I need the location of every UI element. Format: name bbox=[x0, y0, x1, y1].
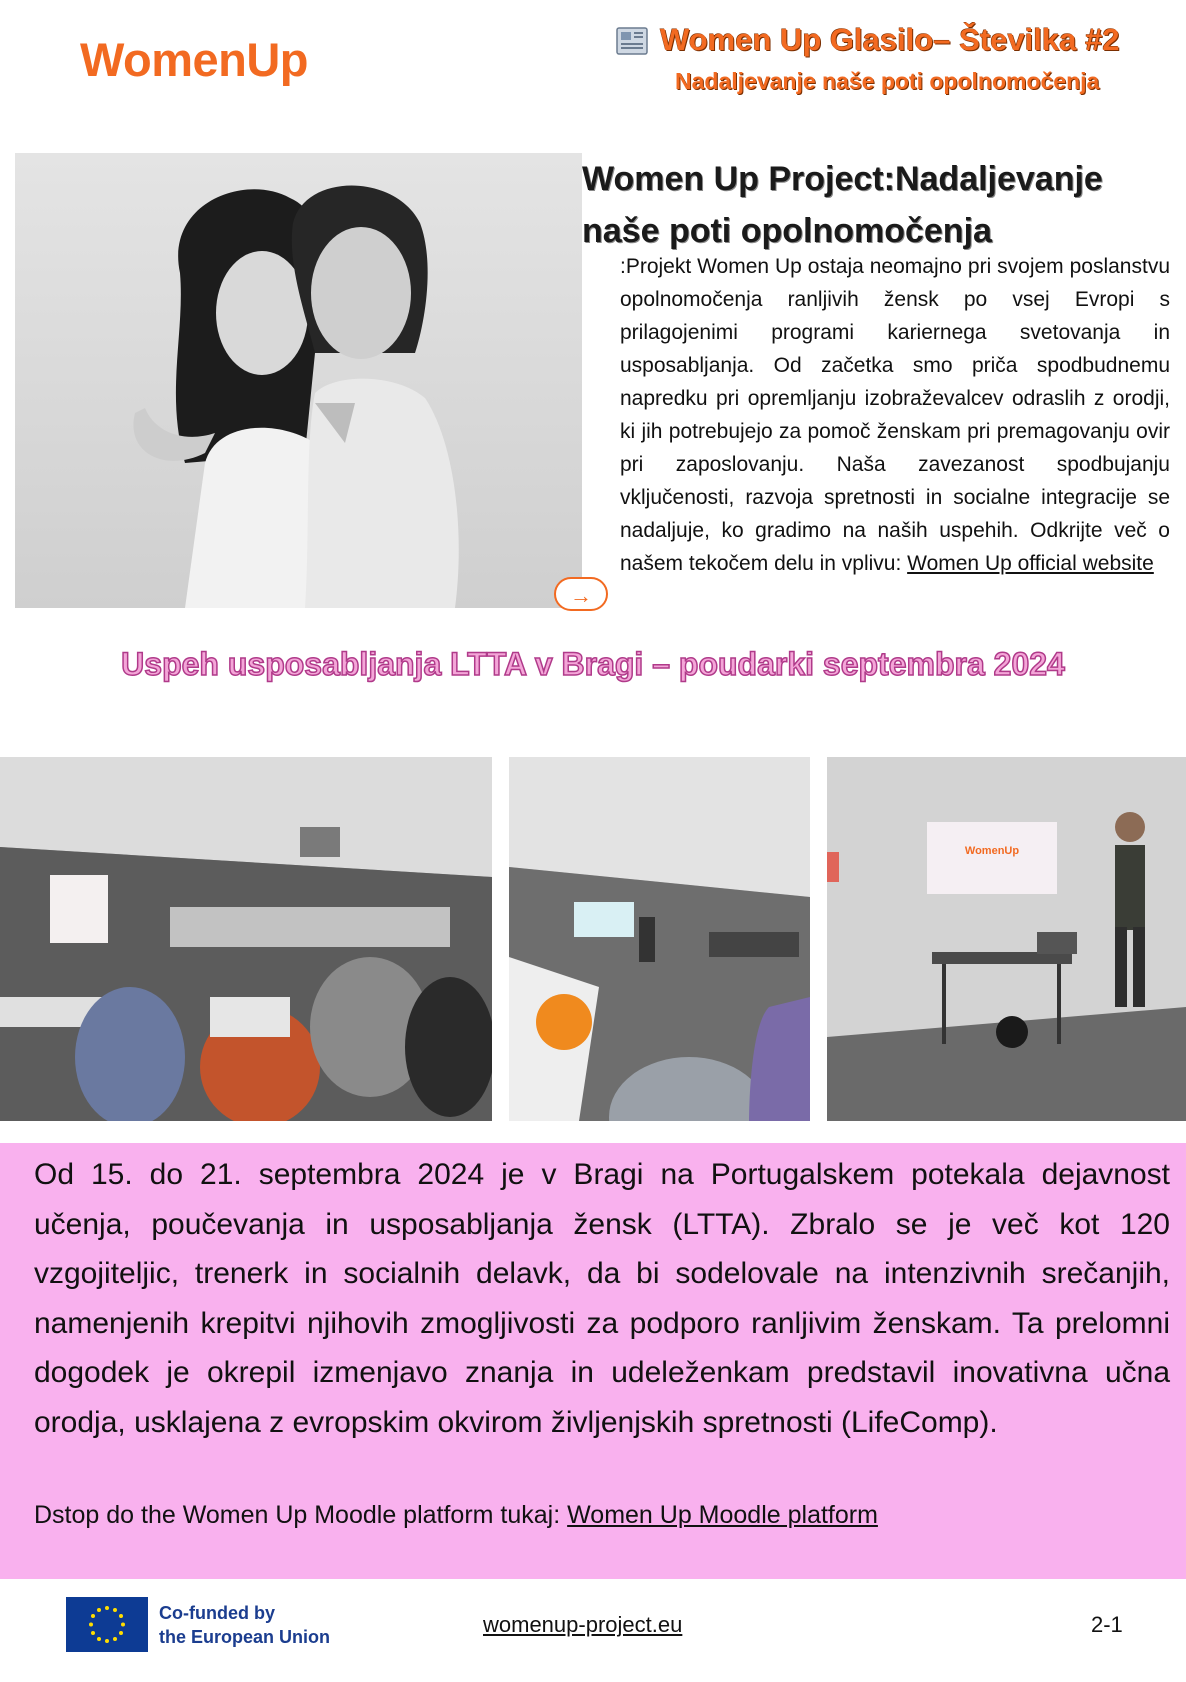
eu-flag-icon bbox=[66, 1597, 148, 1652]
section-heading: Uspeh usposabljanja LTTA v Bragi – poudarki septembra 2024 bbox=[121, 646, 1065, 682]
eu-line-1: Co-funded by bbox=[159, 1603, 275, 1623]
photo-presentation bbox=[827, 757, 1186, 1121]
moodle-line bbox=[34, 1498, 1174, 1532]
intro-paragraph bbox=[620, 250, 1170, 580]
page-number: 2-1 bbox=[1091, 1612, 1123, 1637]
official-website-link[interactable]: Women Up official website bbox=[907, 552, 1154, 575]
eu-line-2: the European Union bbox=[159, 1627, 330, 1647]
photo-two-women bbox=[15, 153, 582, 608]
photo-training-room-2 bbox=[509, 757, 810, 1121]
newspaper-icon bbox=[615, 24, 649, 58]
website-link[interactable]: womenup-project.eu bbox=[483, 1612, 683, 1637]
newsletter-title: Women Up Glasilo– Številka #2 bbox=[660, 22, 1120, 57]
newsletter-subtitle: Nadaljevanje naše poti opolnomočenja bbox=[675, 68, 1100, 94]
intro-text: :Projekt Women Up ostaja neomajno pri svojem poslanstvu opolnomočenja ranljivih žensk po vsej Evropi s prilagojenimi programi kariernega svetovanja in usposabljanja. Od začetka smo priča spodbudnemu napredku pri opremljanju izobraževalcev odraslih z orodji, ki jih potrebujejo za pomoč ženskam pri premagovanju ovir pri zaposlovanju. Naša zavezanost spodbujanju vključenosti, razvoja spretnosti in socialne integracije se nadaljuje, ko gradimo na naših uspehih. Odkrijte več o našem tekočem delu in vplivu: bbox=[620, 255, 1170, 575]
slide-logo: WomenUp bbox=[964, 845, 1020, 857]
body-paragraph: Od 15. do 21. septembra 2024 je v Bragi na Portugalskem potekala dejavnost učenja, poučevanja in usposabljanja žensk (LTTA). Zbralo se je več kot 120 vzgojiteljic, trenerk in socialnih delavk, da bi sodelovale na intenzivnih srečanjih, namenjenih krepitvi njihovih zmogljivosti za podporo ranljivim ženskam. Ta prelomni dogodek je okrepil izmenjavo znanja in udeleženkam predstavil inovativna učna orodja, usklajena z evropskim okvirom življenjskih spretnosti (LifeComp). bbox=[34, 1158, 1170, 1439]
brand-logo: WomenUp bbox=[80, 33, 309, 86]
moodle-platform-link[interactable]: Women Up Moodle platform bbox=[567, 1501, 878, 1529]
intro-heading: Women Up Project:Nadaljevanje naše poti opolnomočenja bbox=[582, 160, 1103, 250]
moodle-prefix: Dstop do the Women Up Moodle platform tukaj: bbox=[34, 1501, 568, 1529]
eu-cofunded-text bbox=[159, 1601, 330, 1649]
arrow-right-icon[interactable]: → bbox=[554, 577, 608, 611]
photo-training-room bbox=[0, 757, 492, 1121]
